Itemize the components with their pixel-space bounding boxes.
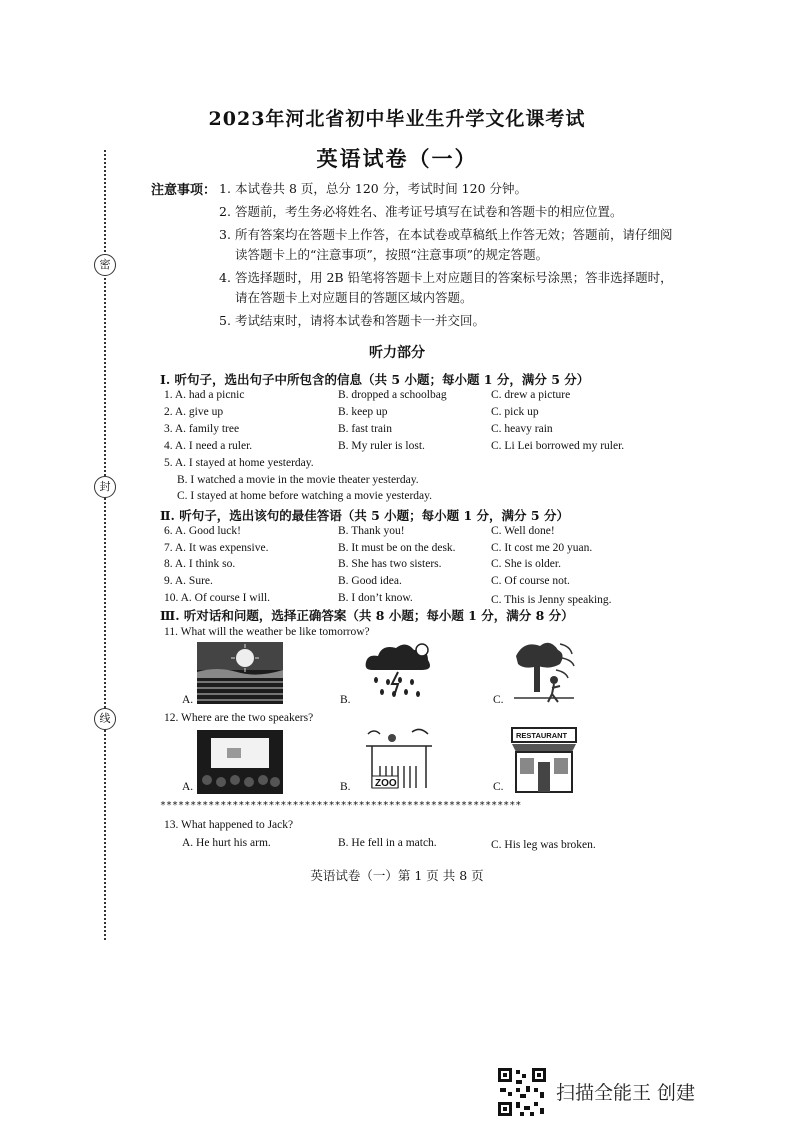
zoo-gate-icon — [362, 726, 436, 792]
note-5: 5. 考试结束时，请将本试卷和答题卡一并交回。 — [219, 313, 486, 328]
binding-mark-mi: 密 — [94, 254, 116, 276]
note-1: 1. 本试卷共 8 页，总分 120 分，考试时间 120 分钟。 — [219, 181, 528, 196]
q4-option-b: B. My ruler is lost. — [338, 440, 425, 452]
q3-option-b: B. fast train — [338, 423, 392, 435]
q11-label-a: A. — [182, 694, 194, 706]
q6-option-b: B. Thank you! — [338, 525, 405, 537]
q12-label-b: B. — [340, 781, 351, 793]
listening-title: 听力部分 — [369, 345, 425, 361]
exam-title: 2023年河北省初中毕业生升学文化课考试 — [208, 108, 586, 130]
q11-label-b: B. — [340, 694, 351, 706]
q11-question: 11. What will the weather be like tomorrow? — [164, 626, 370, 638]
q6-option-c: C. Well done! — [491, 525, 555, 537]
svg-text:ZOO: ZOO — [375, 778, 397, 789]
binding-mark-feng: 封 — [94, 476, 116, 498]
qr-code-icon — [496, 1066, 548, 1118]
svg-text:RESTAURANT: RESTAURANT — [516, 731, 568, 740]
q12-question: 12. Where are the two speakers? — [164, 712, 314, 724]
windy-tree-icon — [510, 636, 578, 704]
q9-option-c: C. Of course not. — [491, 575, 570, 587]
q13-question: 13. What happened to Jack? — [164, 819, 294, 831]
exam-subtitle: 英语试卷（一） — [316, 146, 478, 171]
q7-option-c: C. It cost me 20 yuan. — [491, 542, 593, 554]
q8-option-a: 8. A. I think so. — [164, 558, 236, 570]
q13-option-c: C. His leg was broken. — [491, 839, 596, 851]
q12-label-a: A. — [182, 781, 194, 793]
q4-option-a: 4. A. I need a ruler. — [164, 440, 253, 452]
q7-option-b: B. It must be on the desk. — [338, 542, 456, 554]
binding-mark-xian: 线 — [94, 708, 116, 730]
q10-option-c: C. This is Jenny speaking. — [491, 594, 612, 606]
q1-option-b: B. dropped a schoolbag — [338, 389, 447, 401]
q7-option-a: 7. A. It was expensive. — [164, 542, 269, 554]
q5-option-c: C. I stayed at home before watching a movie yesterday. — [177, 490, 433, 502]
q5-option-a: 5. A. I stayed at home yesterday. — [164, 457, 314, 469]
note-3: 3. 所有答案均在答题卡上作答，在本试卷或草稿纸上作答无效；答题前，请仔细阅 — [219, 227, 673, 242]
q10-option-b: B. I don’t know. — [338, 592, 413, 604]
cut-line: ************************************************************ — [160, 800, 522, 811]
notes-list — [219, 179, 689, 331]
note-2: 2. 答题前，考生务必将姓名、准考证号填写在试卷和答题卡的相应位置。 — [219, 204, 623, 219]
q1-option-a: 1. A. had a picnic — [164, 389, 245, 401]
q9-option-a: 9. A. Sure. — [164, 575, 213, 587]
note-4-cont: 请在答题卡上对应题目的答题区域内答题。 — [235, 290, 473, 305]
q10-option-a: 10. A. Of course I will. — [164, 592, 271, 604]
page-footer: 英语试卷（一）第 1 页 共 8 页 — [310, 868, 484, 883]
scanner-watermark: 扫描全能王 创建 — [556, 1082, 696, 1104]
q3-option-c: C. heavy rain — [491, 423, 553, 435]
q2-option-c: C. pick up — [491, 406, 539, 418]
q13-option-b: B. He fell in a match. — [338, 837, 437, 849]
q2-option-b: B. keep up — [338, 406, 388, 418]
note-3-cont: 读答题卡上的“注意事项”，按照“注意事项”的规定答题。 — [235, 247, 549, 262]
q3-option-a: 3. A. family tree — [164, 423, 240, 435]
q2-option-a: 2. A. give up — [164, 406, 224, 418]
q11-label-c: C. — [493, 694, 504, 706]
restaurant-icon — [510, 726, 578, 794]
cinema-screen-icon — [197, 730, 283, 794]
part1-heading: Ⅰ. 听句子，选出句子中所包含的信息（共 5 小题；每小题 1 分，满分 5 分） — [160, 372, 590, 387]
q5-option-b: B. I watched a movie in the movie theater yesterday. — [177, 474, 419, 486]
q6-option-a: 6. A. Good luck! — [164, 525, 241, 537]
rain-cloud-icon — [362, 640, 434, 704]
notes-label: 注意事项： — [151, 183, 217, 198]
part2-heading: Ⅱ. 听句子，选出该句的最佳答语（共 5 小题；每小题 1 分，满分 5 分） — [160, 508, 569, 523]
q8-option-b: B. She has two sisters. — [338, 558, 442, 570]
q12-label-c: C. — [493, 781, 504, 793]
q8-option-c: C. She is older. — [491, 558, 561, 570]
q13-option-a: A. He hurt his arm. — [182, 837, 271, 849]
part3-heading: Ⅲ. 听对话和问题，选择正确答案（共 8 小题；每小题 1 分，满分 8 分） — [160, 608, 574, 623]
q9-option-b: B. Good idea. — [338, 575, 402, 587]
sun-landscape-icon — [197, 642, 283, 704]
q4-option-c: C. Li Lei borrowed my ruler. — [491, 440, 625, 452]
note-4: 4. 答选择题时，用 2B 铅笔将答题卡上对应题目的答案标号涂黑；答非选择题时， — [219, 270, 673, 285]
q1-option-c: C. drew a picture — [491, 389, 571, 401]
